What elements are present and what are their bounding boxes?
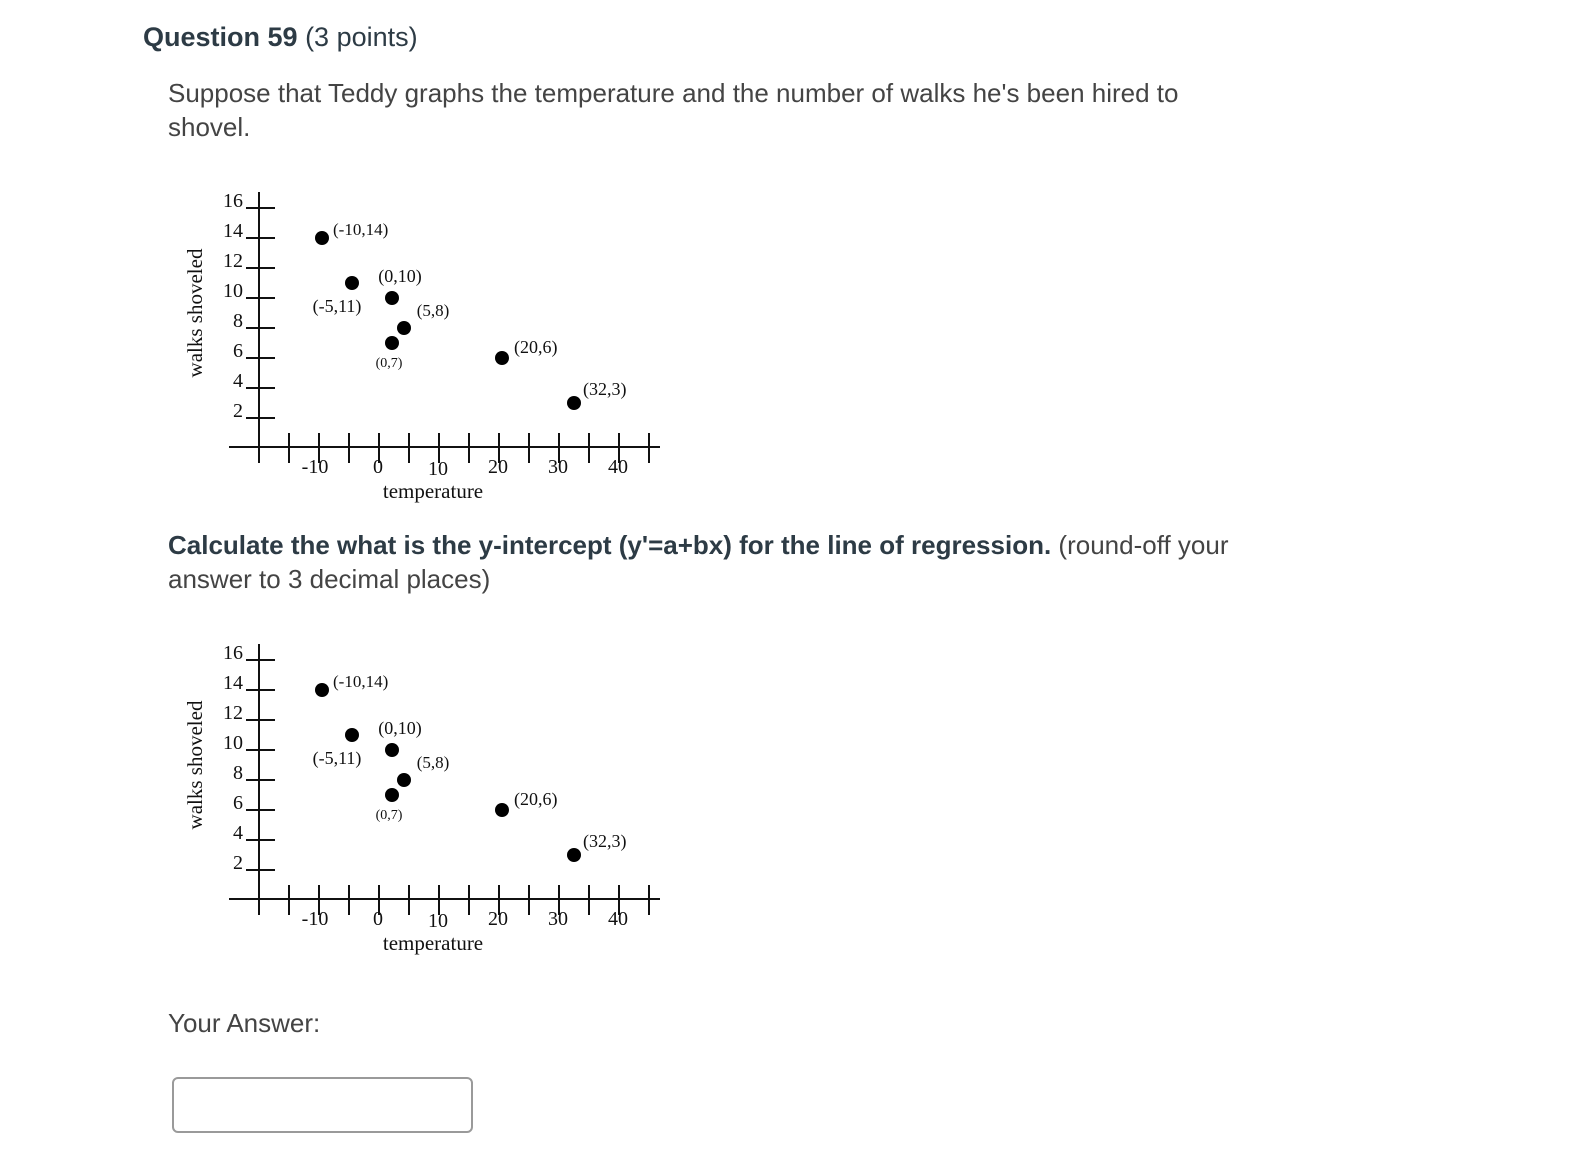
- data-point: [495, 351, 509, 365]
- question-points: (3 points): [305, 22, 418, 52]
- question-prompt: Suppose that Teddy graphs the temperature and the number of walks he's been hired to shovel.: [168, 78, 1179, 142]
- instruction-bold: Calculate the what is the y-intercept (y'=a+bx) for the line of regression.: [168, 530, 1052, 560]
- y-axis-label: walks shoveled: [183, 700, 207, 830]
- question-instruction: [168, 528, 1268, 596]
- question-number: Question 59: [143, 22, 298, 52]
- point-label: (0,7): [375, 356, 403, 372]
- y-tick-label: 12: [223, 702, 243, 724]
- y-tick-label: 4: [233, 370, 243, 392]
- x-tick-label: 20: [488, 456, 508, 478]
- data-point: [385, 336, 399, 350]
- y-tick-label: 8: [233, 310, 243, 332]
- data-point: [495, 803, 509, 817]
- data-point: [385, 743, 399, 757]
- point-label: (32,3): [583, 831, 627, 852]
- y-tick-label: 12: [223, 250, 243, 272]
- point-label: (-10,14): [333, 219, 389, 239]
- data-point: [315, 231, 329, 245]
- y-tick-label: 8: [233, 762, 243, 784]
- point-label: (5,8): [416, 300, 450, 320]
- y-axis-label: walks shoveled: [183, 248, 207, 378]
- x-tick-label: 10: [428, 910, 448, 932]
- data-point: [385, 291, 399, 305]
- x-tick-label: 0: [373, 456, 383, 478]
- x-tick-label: 10: [428, 458, 448, 480]
- y-tick-label: 16: [223, 190, 243, 212]
- x-axis-label: temperature: [382, 479, 484, 503]
- y-tick-label: 14: [223, 220, 243, 242]
- data-point: [315, 683, 329, 697]
- x-tick-label: 0: [373, 908, 383, 930]
- x-tick-label: 40: [608, 456, 628, 478]
- data-point: [397, 773, 411, 787]
- point-label: (0,10): [378, 266, 422, 287]
- point-label: (-5,11): [312, 296, 362, 317]
- data-point: [345, 276, 359, 290]
- scatter-chart-1: [170, 180, 670, 510]
- point-label: (0,7): [375, 808, 403, 824]
- point-label: (-5,11): [312, 748, 362, 769]
- data-point: [567, 848, 581, 862]
- point-label: (-10,14): [333, 671, 389, 691]
- point-label: (5,8): [416, 752, 450, 772]
- point-label: (0,10): [378, 718, 422, 739]
- x-tick-label: -10: [301, 908, 329, 930]
- question-title: [143, 22, 418, 53]
- point-label: (32,3): [583, 379, 627, 400]
- y-tick-label: 6: [233, 792, 243, 814]
- scatter-chart-2: [170, 632, 670, 962]
- y-tick-label: 4: [233, 822, 243, 844]
- answer-label: Your Answer:: [168, 1008, 321, 1038]
- answer-input[interactable]: [172, 1077, 473, 1133]
- x-tick-label: 20: [488, 908, 508, 930]
- data-point: [385, 788, 399, 802]
- point-label: (20,6): [514, 337, 558, 358]
- y-tick-label: 2: [233, 400, 243, 422]
- y-tick-label: 16: [223, 642, 243, 664]
- x-axis-label: temperature: [382, 931, 484, 955]
- y-tick-label: 10: [223, 280, 243, 302]
- x-tick-label: 30: [548, 456, 568, 478]
- y-tick-label: 14: [223, 672, 243, 694]
- y-tick-label: 6: [233, 340, 243, 362]
- y-tick-label: 10: [223, 732, 243, 754]
- data-point: [345, 728, 359, 742]
- instruction-note: (round-off your answer to 3 decimal places): [168, 530, 1229, 594]
- x-tick-label: 40: [608, 908, 628, 930]
- y-tick-label: 2: [233, 852, 243, 874]
- data-point: [397, 321, 411, 335]
- x-tick-label: 30: [548, 908, 568, 930]
- point-label: (20,6): [514, 789, 558, 810]
- x-tick-label: -10: [301, 456, 329, 478]
- data-point: [567, 396, 581, 410]
